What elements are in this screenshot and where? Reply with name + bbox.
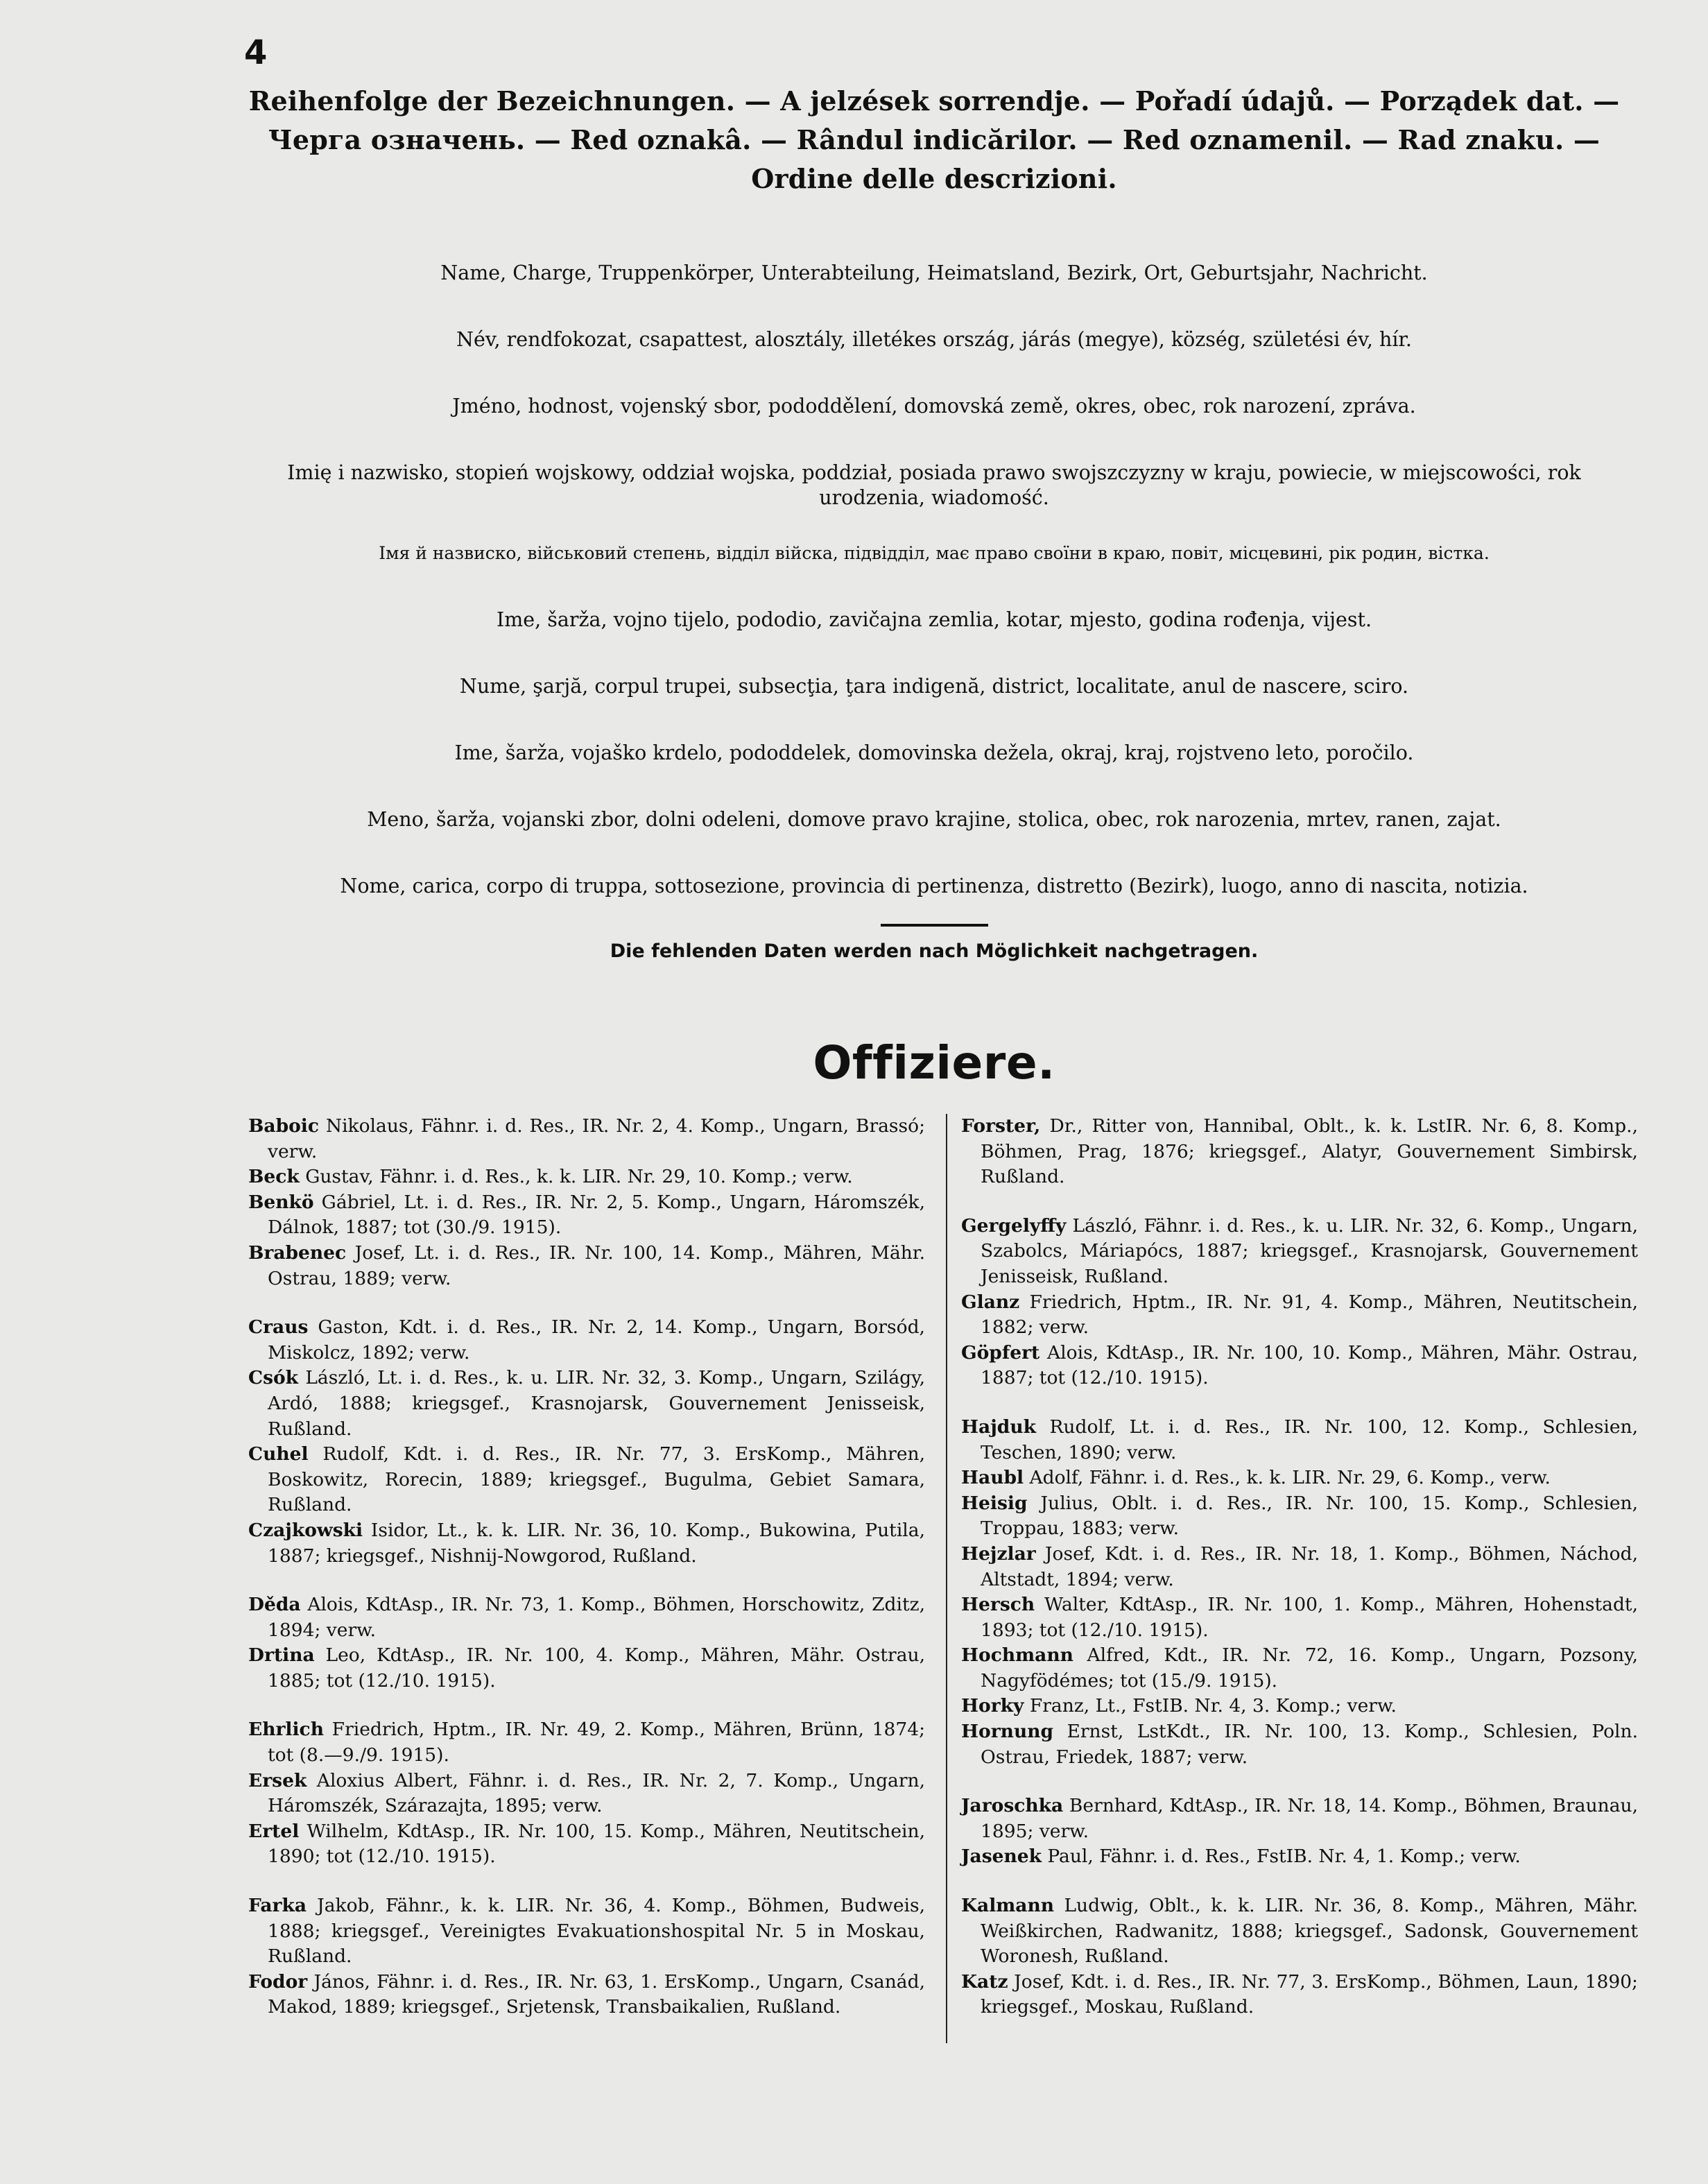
list-entry	[961, 1794, 1638, 1844]
list-entry	[961, 1491, 1638, 1542]
entry-text: Isidor, Lt., k. k. LIR. Nr. 36, 10. Komp., Bukowina, Putila, 1887; kriegsgef., Nishnij-Nowgorod, Rußland.	[268, 1519, 925, 1567]
entry-text: Bernhard, KdtAsp., IR. Nr. 18, 14. Komp., Böhmen, Braunau, 1895; verw.	[981, 1795, 1638, 1842]
entry-text: Alois, KdtAsp., IR. Nr. 73, 1. Komp., Böhmen, Horschowitz, Zditz, 1894; verw.	[268, 1594, 925, 1641]
list-entry	[961, 1214, 1638, 1290]
entry-name: Katz	[961, 1970, 1008, 1993]
entry-text: László, Fähnr. i. d. Res., k. u. LIR. Nr. 32, 6. Komp., Ungarn, Szabolcs, Máriapócs, 1887; kriegsgef., Krasnojarsk, Gouvernement Jenisseisk, Rußland.	[981, 1214, 1638, 1287]
description-slovenian: Ime, šarža, vojaško krdelo, pododdelek, domovinska dežela, okraj, kraj, rojstveno leto, poročilo.	[454, 741, 1414, 764]
description-italian: Nome, carica, corpo di truppa, sottosezione, provincia di pertinenza, distretto (Bezirk), luogo, anno di nascita, notizia.	[340, 875, 1528, 897]
entry-text: Nikolaus, Fähnr. i. d. Res., IR. Nr. 2, 4. Komp., Ungarn, Brassó; verw.	[268, 1115, 925, 1162]
entry-text: Gaston, Kdt. i. d. Res., IR. Nr. 2, 14. Komp., Ungarn, Borsód, Miskolcz, 1892; verw.	[268, 1316, 925, 1364]
list-entry	[961, 1844, 1638, 1870]
list-entry	[248, 1190, 925, 1241]
entry-text: Ludwig, Oblt., k. k. LIR. Nr. 36, 8. Komp., Mähren, Mähr. Weißkirchen, Radwanitz, 1888; kriegsgef., Sadonsk, Gouvernement Woronesh, Rußland.	[981, 1895, 1638, 1968]
entry-name: Drtina	[248, 1644, 315, 1667]
entry-name: Craus	[248, 1316, 309, 1339]
list-entry	[248, 1643, 925, 1694]
description-german: Name, Charge, Truppenkörper, Unterabteilung, Heimatsland, Bezirk, Ort, Geburtsjahr, Nachricht.	[440, 261, 1428, 284]
entry-name: Hornung	[961, 1721, 1054, 1743]
entry-text: Alfred, Kdt., IR. Nr. 72, 16. Komp., Ungarn, Pozsony, Nagyfödémes; tot (15./9. 1915).	[981, 1644, 1638, 1692]
list-entry	[248, 1970, 925, 2020]
entry-text: Dr., Ritter von, Hannibal, Oblt., k. k. LstIR. Nr. 6, 8. Komp., Böhmen, Prag, 1876; kriegsgef., Alatyr, Gouvernement Simbirsk, Rußland.	[981, 1115, 1638, 1188]
entry-name: Fodor	[248, 1970, 308, 1993]
list-entry	[961, 1592, 1638, 1643]
list-entry	[248, 1315, 925, 1366]
missing-data-note: Die fehlenden Daten werden nach Möglichkeit nachgetragen.	[610, 940, 1259, 962]
page-number: 4	[244, 33, 268, 72]
entry-text: Adolf, Fähnr. i. d. Res., k. k. LIR. Nr. 29, 6. Komp., verw.	[1024, 1467, 1551, 1489]
list-entry	[961, 1719, 1638, 1770]
description-czech: Jméno, hodnost, vojenský sbor, pododdělení, domovská země, okres, obec, rok narození, zpráva.	[452, 395, 1416, 418]
heading-line-3: Ordine delle descrizioni.	[751, 163, 1117, 194]
entry-name: Brabenec	[248, 1241, 347, 1264]
list-entry	[248, 1592, 925, 1643]
entry-name: Jaroschka	[961, 1795, 1064, 1817]
entry-name: Beck	[248, 1166, 300, 1188]
entry-text: Wilhelm, KdtAsp., IR. Nr. 100, 15. Komp., Mähren, Neutitschein, 1890; tot (12./10. 1915).	[268, 1820, 925, 1868]
list-entry	[961, 1542, 1638, 1592]
entry-name: Haubl	[961, 1467, 1024, 1489]
entry-text: Rudolf, Kdt. i. d. Res., IR. Nr. 77, 3. ErsKomp., Mähren, Boskowitz, Rorecin, 1889; kriegsgef., Bugulma, Gebiet Samara, Rußland.	[268, 1443, 925, 1516]
entry-text: Paul, Fähnr. i. d. Res., FstIB. Nr. 4, 1. Komp.; verw.	[1041, 1846, 1521, 1868]
field-order-descriptions	[244, 236, 1624, 968]
entry-text: Aloxius Albert, Fähnr. i. d. Res., IR. Nr. 2, 7. Komp., Ungarn, Háromszék, Szárazajta, 1895; verw.	[268, 1769, 925, 1817]
entry-name: Hersch	[961, 1594, 1035, 1616]
entry-text: János, Fähnr. i. d. Res., IR. Nr. 63, 1. ErsKomp., Ungarn, Csanád, Makod, 1889; kriegsgef., Srjetensk, Transbaikalien, Rußland.	[268, 1970, 925, 2018]
list-entry	[961, 1970, 1638, 2020]
entry-text: Julius, Oblt. i. d. Res., IR. Nr. 100, 15. Komp., Schlesien, Troppau, 1883; verw.	[981, 1492, 1638, 1540]
entry-name: Göpfert	[961, 1341, 1040, 1364]
heading-line-2: Черга означень. — Red oznakâ. — Rândul indicărilor. — Red oznamenil. — Rad znaku. —	[268, 124, 1601, 155]
entry-text: Franz, Lt., FstIB. Nr. 4, 3. Komp.; verw.	[1024, 1695, 1397, 1717]
list-entry	[248, 1893, 925, 1970]
entry-name: Kalmann	[961, 1895, 1055, 1917]
entry-name: Csók	[248, 1367, 299, 1389]
section-divider-rule	[881, 924, 988, 927]
entry-name: Czajkowski	[248, 1519, 363, 1541]
list-entry	[248, 1819, 925, 1870]
description-croatian: Ime, šarža, vojno tijelo, pododio, zavičajna zemlia, kotar, mjesto, godina rođenja, vijest.	[496, 608, 1372, 631]
list-entry	[248, 1518, 925, 1569]
left-column	[248, 1114, 925, 2020]
entry-text: László, Lt. i. d. Res., k. u. LIR. Nr. 32, 3. Komp., Ungarn, Szilágy, Ardó, 1888; kriegsgef., Krasnojarsk, Gouvernement Jenisseisk, Rußland.	[268, 1367, 925, 1440]
list-entry	[961, 1415, 1638, 1465]
entry-text: Josef, Kdt. i. d. Res., IR. Nr. 77, 3. ErsKomp., Böhmen, Laun, 1890; kriegsgef., Moskau, Rußland.	[981, 1970, 1638, 2018]
entry-text: Gustav, Fähnr. i. d. Res., k. k. LIR. Nr. 29, 10. Komp.; verw.	[299, 1166, 853, 1188]
entry-name: Cuhel	[248, 1443, 309, 1465]
entry-name: Benkö	[248, 1191, 314, 1213]
list-entry	[961, 1643, 1638, 1694]
entry-text: Walter, KdtAsp., IR. Nr. 100, 1. Komp., Mähren, Hohenstadt, 1893; tot (12./10. 1915).	[981, 1594, 1638, 1641]
list-entry	[961, 1341, 1638, 1391]
entry-name: Jasenek	[961, 1846, 1042, 1868]
list-entry	[248, 1241, 925, 1291]
description-hungarian: Név, rendfokozat, csapattest, alosztály, illetékes ország, járás (megye), község, születési év, hír.	[456, 328, 1412, 351]
list-entry	[961, 1465, 1638, 1491]
entry-name: Ertel	[248, 1820, 300, 1842]
entry-name: Glanz	[961, 1291, 1020, 1313]
entry-text: Rudolf, Lt. i. d. Res., IR. Nr. 100, 12. Komp., Schlesien, Teschen, 1890; verw.	[981, 1416, 1638, 1463]
entry-text: Ernst, LstKdt., IR. Nr. 100, 13. Komp., Schlesien, Poln. Ostrau, Friedek, 1887; verw.	[981, 1721, 1638, 1768]
entry-name: Forster,	[961, 1115, 1041, 1137]
entry-name: Baboic	[248, 1115, 319, 1137]
entry-text: Josef, Kdt. i. d. Res., IR. Nr. 18, 1. Komp., Böhmen, Náchod, Altstadt, 1894; verw.	[981, 1542, 1638, 1590]
description-polish: Imię i nazwisko, stopień wojskowy, oddział wojska, poddział, posiada prawo swojszczyzny w kraju, powiecie, w miejscowości, rok urodzenia, wiadomość.	[287, 461, 1581, 509]
entry-text: Alois, KdtAsp., IR. Nr. 100, 10. Komp., Mähren, Mähr. Ostrau, 1887; tot (12./10. 1915).	[981, 1341, 1638, 1389]
description-romanian: Nume, şarjă, corpul trupei, subsecţia, ţara indigenă, district, localitate, anul de nascere, sciro.	[459, 675, 1409, 698]
entry-name: Horky	[961, 1695, 1024, 1717]
section-title: Offiziere.	[813, 1036, 1055, 1090]
list-entry	[248, 1442, 925, 1518]
entry-name: Farka	[248, 1895, 307, 1917]
entry-text: Gábriel, Lt. i. d. Res., IR. Nr. 2, 5. Komp., Ungarn, Háromszék, Dálnok, 1887; tot (30./9. 1915).	[268, 1191, 925, 1239]
list-entry	[961, 1114, 1638, 1190]
entry-text: Josef, Lt. i. d. Res., IR. Nr. 100, 14. Komp., Mähren, Mähr. Ostrau, 1889; verw.	[268, 1241, 925, 1289]
column-divider	[946, 1114, 947, 2043]
entry-name: Gergelyffy	[961, 1214, 1067, 1237]
description-ukrainian: Імя й назвиско, військовий степень, відділ війска, підвідділ, має право своїни в краю, повіт, місцевині, рік родин, вістка.	[379, 543, 1490, 563]
list-entry	[248, 1366, 925, 1442]
list-entry	[961, 1290, 1638, 1341]
entry-text: Friedrich, Hptm., IR. Nr. 91, 4. Komp., Mähren, Neutitschein, 1882; verw.	[981, 1291, 1638, 1339]
entry-text: Jakob, Fähnr., k. k. LIR. Nr. 36, 4. Komp., Böhmen, Budweis, 1888; kriegsgef., Vereinigtes Evakuationshospital Nr. 5 in Moskau, Rußland.	[268, 1895, 925, 1968]
entry-name: Ersek	[248, 1769, 307, 1791]
list-entry	[248, 1769, 925, 1819]
entry-name: Ehrlich	[248, 1719, 324, 1741]
entry-text: Friedrich, Hptm., IR. Nr. 49, 2. Komp., Mähren, Brünn, 1874; tot (8.—9./9. 1915).	[268, 1719, 925, 1766]
description-slovak: Meno, šarža, vojanski zbor, dolni odeleni, domove pravo krajine, stolica, obec, rok narozenia, mrtev, ranen, zajat.	[367, 808, 1501, 831]
entry-name: Hajduk	[961, 1416, 1036, 1438]
entry-name: Hejzlar	[961, 1542, 1036, 1565]
list-entry	[248, 1164, 925, 1190]
list-entry	[248, 1114, 925, 1164]
heading-line-1: Reihenfolge der Bezeichnungen. — A jelzések sorrendje. — Pořadí údajů. — Porządek dat. —	[248, 85, 1620, 117]
multilingual-heading	[244, 82, 1624, 198]
list-entry	[961, 1893, 1638, 1970]
entry-name: Děda	[248, 1594, 301, 1616]
officer-list	[248, 1114, 1638, 2046]
entry-name: Heisig	[961, 1492, 1028, 1514]
list-entry	[961, 1694, 1638, 1719]
entry-text: Leo, KdtAsp., IR. Nr. 100, 4. Komp., Mähren, Mähr. Ostrau, 1885; tot (12./10. 1915).	[268, 1644, 925, 1692]
entry-name: Hochmann	[961, 1644, 1073, 1667]
list-entry	[248, 1717, 925, 1768]
right-column	[961, 1114, 1638, 2020]
